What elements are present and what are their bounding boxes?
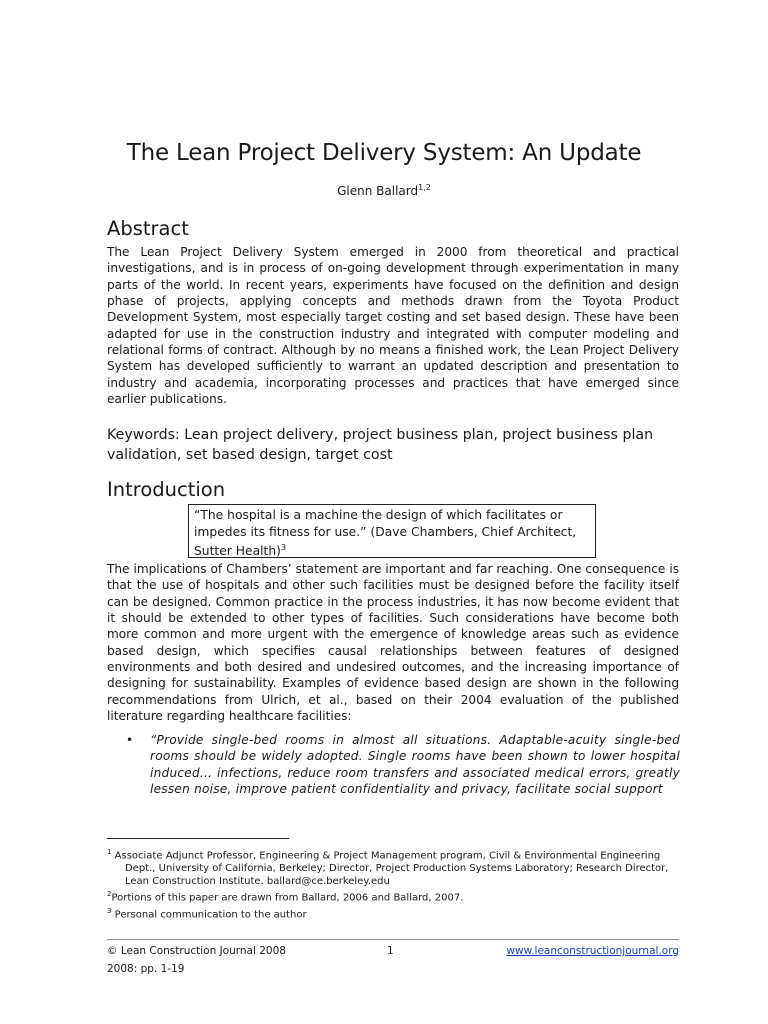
introduction-body: The implications of Chambers’ statement are important and far reaching. One consequence is that the use of hospitals and other such facilities must be designed before the facility itself can be designed. Common practice in the process industries, it has now become evident that it should be extended to other types of facilities. Such considerations have become both more common and more urgent with the emergence of knowledge areas such as evidence based design, which specifies causal relationships between features of designed environments and both desired and undesired outcomes, and the increasing importance of designing for sustainability. Examples of evidence based design are shown in the following recommendations from Ulrich, et al., based on their 2004 evaluation of the published literature regarding healthcare facilities: <box>107 562 679 724</box>
footnote-1-continued: Dept., University of California, Berkeley; Director, Project Production Systems Laboratory; Research Director, Lean Construction Institute. ballard@ce.berkeley.edu <box>125 862 669 887</box>
introduction-heading: Introduction <box>107 478 226 501</box>
footnote-text: Personal communication to the author <box>114 909 307 921</box>
footnote-number: 1 <box>107 848 112 856</box>
keywords: Keywords: Lean project delivery, project business plan, project business plan validation, set based design, target cost <box>107 427 654 463</box>
bullet-icon: • <box>126 733 134 747</box>
footer-copyright: © Lean Construction Journal 2008 <box>107 945 286 957</box>
footnote-number: 3 <box>107 907 112 916</box>
abstract-heading: Abstract <box>107 217 189 240</box>
author-name: Glenn Ballard <box>337 184 419 198</box>
footnote-text: Associate Adjunct Professor, Engineering & Project Management program, Civil & Environmental Engineering <box>114 850 661 862</box>
paper-title: The Lean Project Delivery System: An Update <box>126 140 642 166</box>
footnote-divider <box>107 838 289 839</box>
epigraph-footnote-mark: 3 <box>280 543 287 552</box>
footnote-3 <box>107 905 687 922</box>
footer-divider <box>107 939 679 940</box>
footnote-text: Portions of this paper are drawn from Ballard, 2006 and Ballard, 2007. <box>111 892 464 904</box>
footnote-number: 2 <box>107 890 112 899</box>
abstract-body: The Lean Project Delivery System emerged in 2000 from theoretical and practical investigations, and is in process of on-going development through experimentation in many parts of the world. In recent years, experiments have focused on the definition and design phase of projects, applying concepts and methods drawn from the Toyota Product Development System, most especially target costing and set based design. These have been adapted for use in the construction industry and integrated with computer modeling and relational forms of contract. Although by no means a finished work, the Lean Project Delivery System has developed sufficiently to warrant an updated description and presentation to industry and academia, incorporating processes and practices that have emerged since earlier publications. <box>107 245 679 407</box>
author-affiliation-marks: 1,2 <box>418 183 431 192</box>
epigraph-quote-box <box>188 504 596 558</box>
bullet-quote: “Provide single-bed rooms in almost all situations. Adaptable-acuity single-bed rooms should be widely adopted. Single rooms have been shown to lower hospital induced... infections, reduce room transfers and associated medical errors, greatly lessen noise, improve patient confidentiality and privacy, facilitate social support <box>150 733 680 797</box>
footnote-2 <box>107 888 687 905</box>
journal-website-link[interactable]: www.leanconstructionjournal.org <box>506 945 679 957</box>
footnotes <box>107 846 687 922</box>
author-line <box>0 183 768 198</box>
footer-pages: 2008: pp. 1-19 <box>107 963 185 975</box>
page-number: 1 <box>387 945 394 957</box>
footnote-1 <box>107 846 687 863</box>
epigraph-quote: “The hospital is a machine the design of which facilitates or impedes its fitness for use.” (Dave Chambers, Chief Architect, Sutter Health) <box>194 508 577 559</box>
